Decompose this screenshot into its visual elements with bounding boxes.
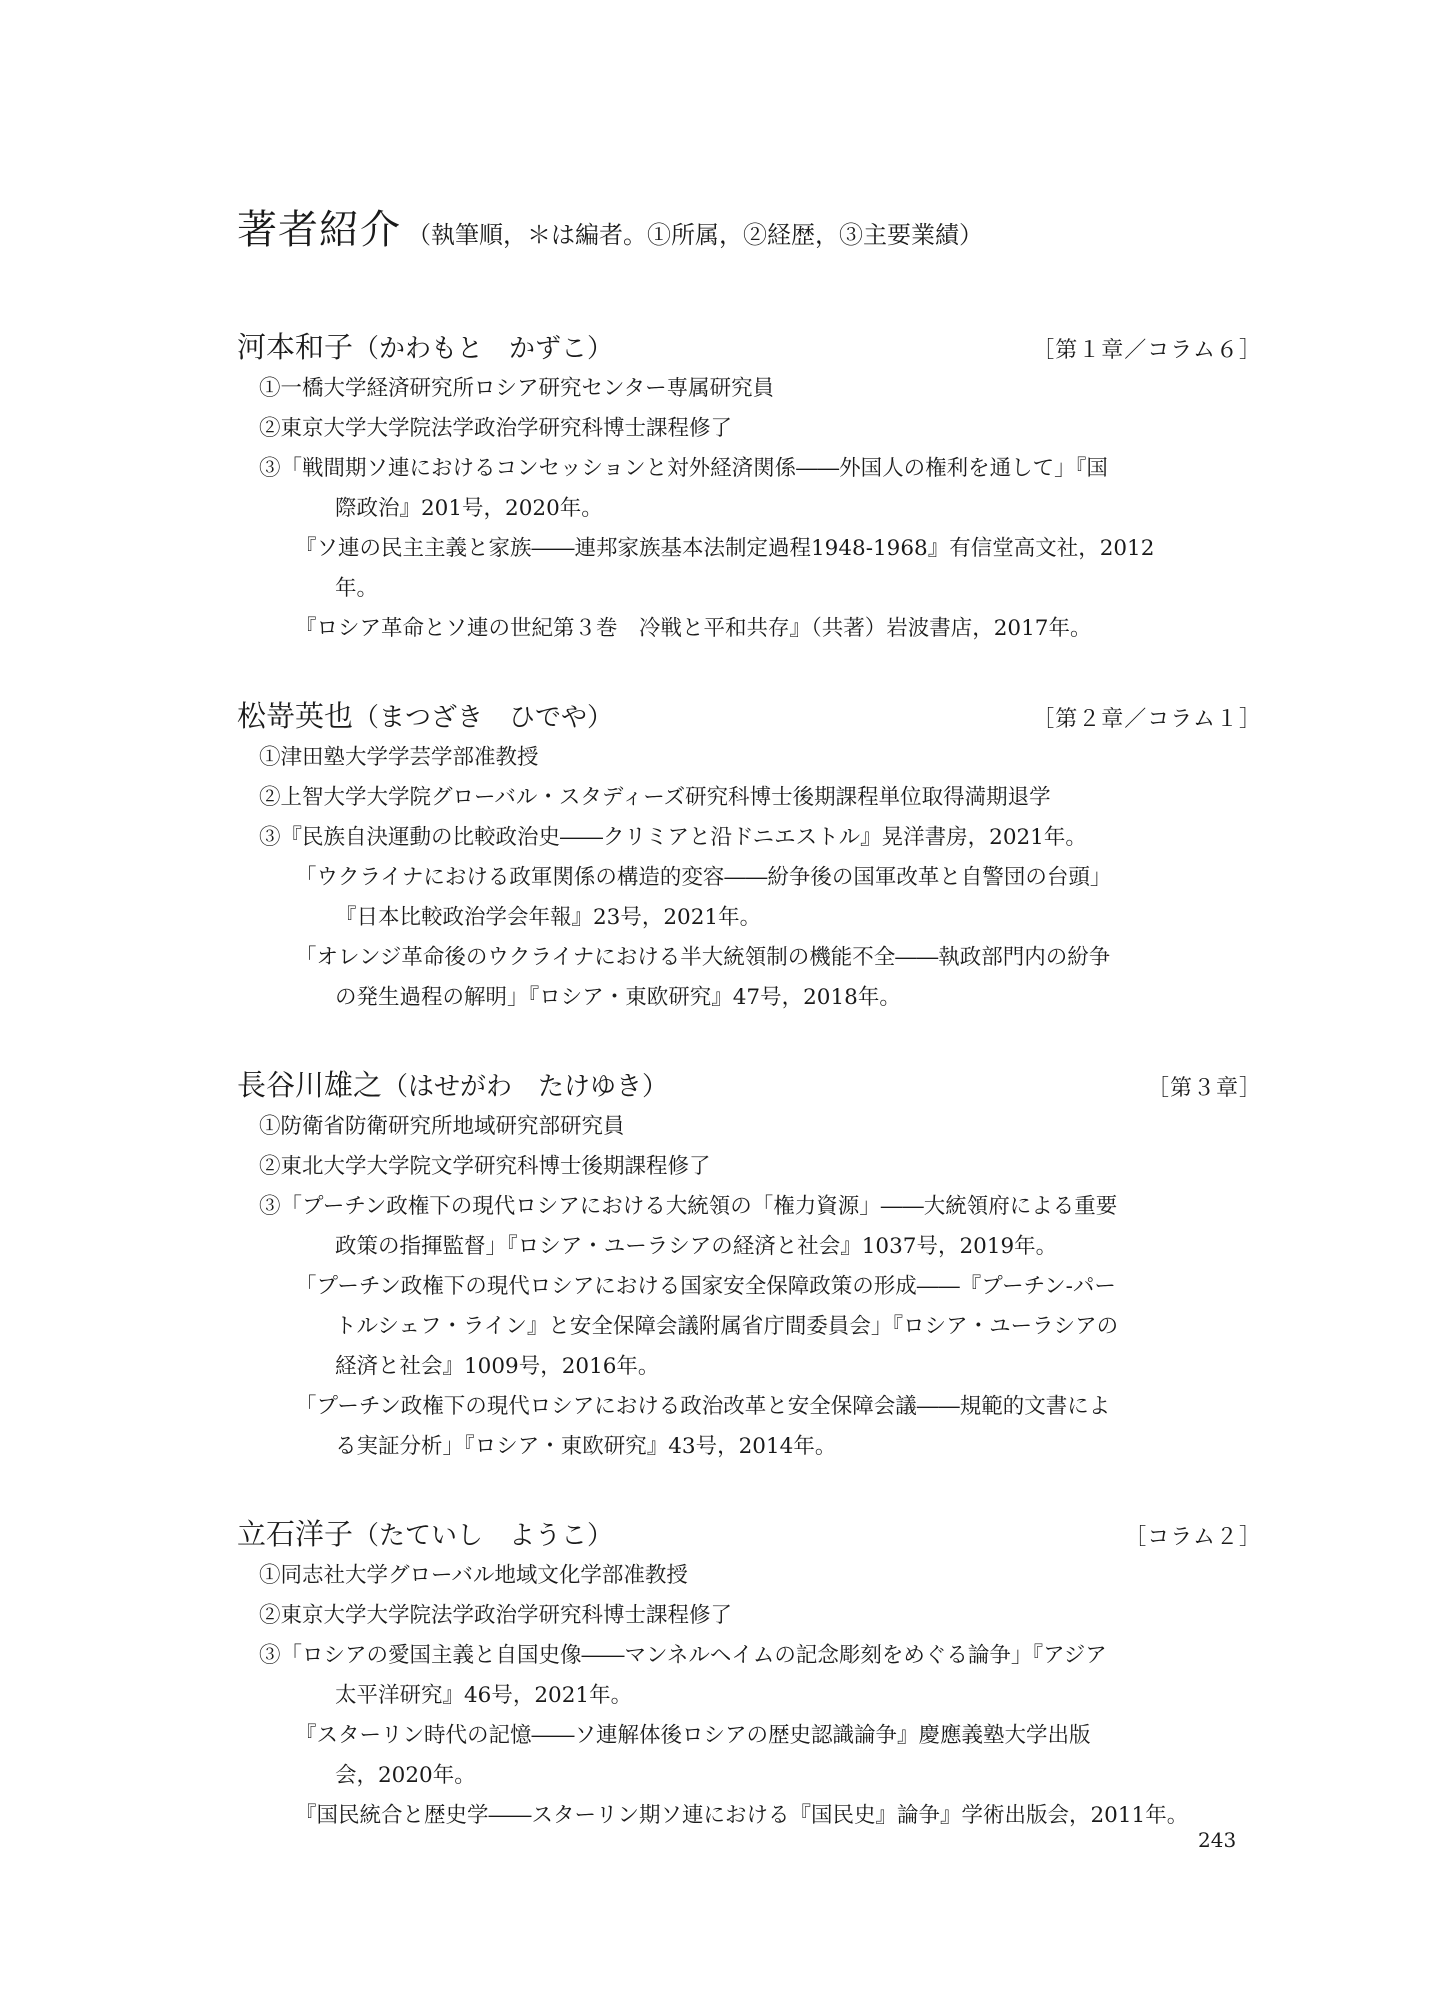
author-name-reading: （はせがわ たけゆき） <box>382 1072 669 1102</box>
author-work: ③「戦間期ソ連におけるコンセッションと対外経済関係――外国人の権利を通して」『国 <box>259 456 1108 481</box>
author-work-continuation: トルシェフ・ライン』と安全保障会議附属省庁間委員会」『ロシア・ユーラシアの <box>335 1314 1119 1339</box>
section-title-main: 著者紹介 <box>237 207 401 253</box>
author-career: ②東北大学大学院文学研究科博士後期課程修了 <box>259 1154 711 1179</box>
section-title-note: （執筆順，＊は編者。①所属，②経歴，③主要業績） <box>407 221 983 249</box>
author-work: 『スターリン時代の記憶――ソ連解体後ロシアの歴史認識論争』慶應義塾大学出版 <box>295 1723 1091 1748</box>
author-work: 「ウクライナにおける政軍関係の構造的変容――紛争後の国軍改革と自警団の台頭」 <box>295 865 1112 890</box>
author-work-continuation: 際政治』201号，2020年。 <box>335 496 603 521</box>
author-work: 『国民統合と歴史学――スターリン期ソ連における『国民史』論争』学術出版会，2011年。 <box>295 1803 1189 1828</box>
author-name-group <box>237 1063 668 1104</box>
author-entry <box>237 1063 1262 1467</box>
author-work-continuation: る実証分析」『ロシア・東欧研究』43号，2014年。 <box>335 1434 837 1459</box>
author-work: ③『民族自決運動の比較政治史――クリミアと沿ドニエストル』晃洋書房，2021年。 <box>259 825 1087 850</box>
author-entry <box>237 325 1262 649</box>
author-name: 長谷川雄之 <box>237 1068 383 1102</box>
author-name: 立石洋子 <box>237 1517 354 1551</box>
author-career: ②上智大学大学院グローバル・スタディーズ研究科博士後期課程単位取得満期退学 <box>259 785 1051 810</box>
author-career: ②東京大学大学院法学政治学研究科博士課程修了 <box>259 416 733 441</box>
author-work: ③「プーチン政権下の現代ロシアにおける大統領の「権力資源」――大統領府による重要 <box>259 1194 1118 1219</box>
author-work-continuation: 太平洋研究』46号，2021年。 <box>335 1683 633 1708</box>
author-work: 『ロシア革命とソ連の世紀第３巻 冷戦と平和共存』（共著）岩波書店，2017年。 <box>295 616 1092 641</box>
section-title <box>237 198 1262 255</box>
author-header <box>237 1512 1262 1556</box>
author-name-reading: （まつざき ひでや） <box>353 703 614 733</box>
author-work: 「プーチン政権下の現代ロシアにおける政治改革と安全保障会議――規範的文書によ <box>295 1394 1111 1419</box>
author-work: ③「ロシアの愛国主義と自国史像――マンネルヘイムの記念彫刻をめぐる論争」『アジア <box>259 1643 1107 1668</box>
author-chapter: ［第２章／コラム１］ <box>1032 707 1262 732</box>
author-affiliation: ①防衛省防衛研究所地域研究部研究員 <box>259 1114 625 1139</box>
author-work-continuation: 政策の指揮監督」『ロシア・ユーラシアの経済と社会』1037号，2019年。 <box>335 1234 1058 1259</box>
author-chapter: ［第３章］ <box>1146 1076 1262 1101</box>
author-work-continuation: 『日本比較政治学会年報』23号，2021年。 <box>335 905 762 930</box>
author-name-reading: （たていし ようこ） <box>353 1521 614 1551</box>
author-name-reading: （かわもと かずこ） <box>353 334 614 364</box>
author-name-group <box>237 1512 613 1553</box>
author-header <box>237 325 1262 369</box>
page-number: 243 <box>1198 1828 1237 1852</box>
author-career: ②東京大学大学院法学政治学研究科博士課程修了 <box>259 1603 733 1628</box>
author-profiles-page <box>237 198 1262 1881</box>
author-name: 河本和子 <box>237 330 354 364</box>
author-header <box>237 1063 1262 1107</box>
author-affiliation: ①津田塾大学学芸学部准教授 <box>259 745 539 770</box>
author-work: 「プーチン政権下の現代ロシアにおける国家安全保障政策の形成――『プーチン‐パー <box>295 1274 1116 1299</box>
author-affiliation: ①一橋大学経済研究所ロシア研究センター専属研究員 <box>259 376 775 401</box>
author-work: 『ソ連の民主主義と家族――連邦家族基本法制定過程1948-1968』有信堂高文社，2012 <box>295 536 1155 561</box>
author-entry <box>237 1512 1262 1836</box>
author-work-continuation: 年。 <box>335 576 379 601</box>
author-work-continuation: 経済と社会』1009号，2016年。 <box>335 1354 660 1379</box>
author-work-continuation: の発生過程の解明」『ロシア・東欧研究』47号，2018年。 <box>335 985 901 1010</box>
author-entry <box>237 694 1262 1018</box>
author-header <box>237 694 1262 738</box>
author-chapter: ［第１章／コラム６］ <box>1032 338 1262 363</box>
author-list <box>237 325 1262 1836</box>
author-affiliation: ①同志社大学グローバル地域文化学部准教授 <box>259 1563 688 1588</box>
author-chapter: ［コラム２］ <box>1124 1525 1262 1550</box>
author-name-group <box>237 325 613 366</box>
author-work: 「オレンジ革命後のウクライナにおける半大統領制の機能不全――執政部門内の紛争 <box>295 945 1111 970</box>
author-work-continuation: 会，2020年。 <box>335 1763 476 1788</box>
author-name-group <box>237 694 613 735</box>
author-name: 松嵜英也 <box>237 699 354 733</box>
